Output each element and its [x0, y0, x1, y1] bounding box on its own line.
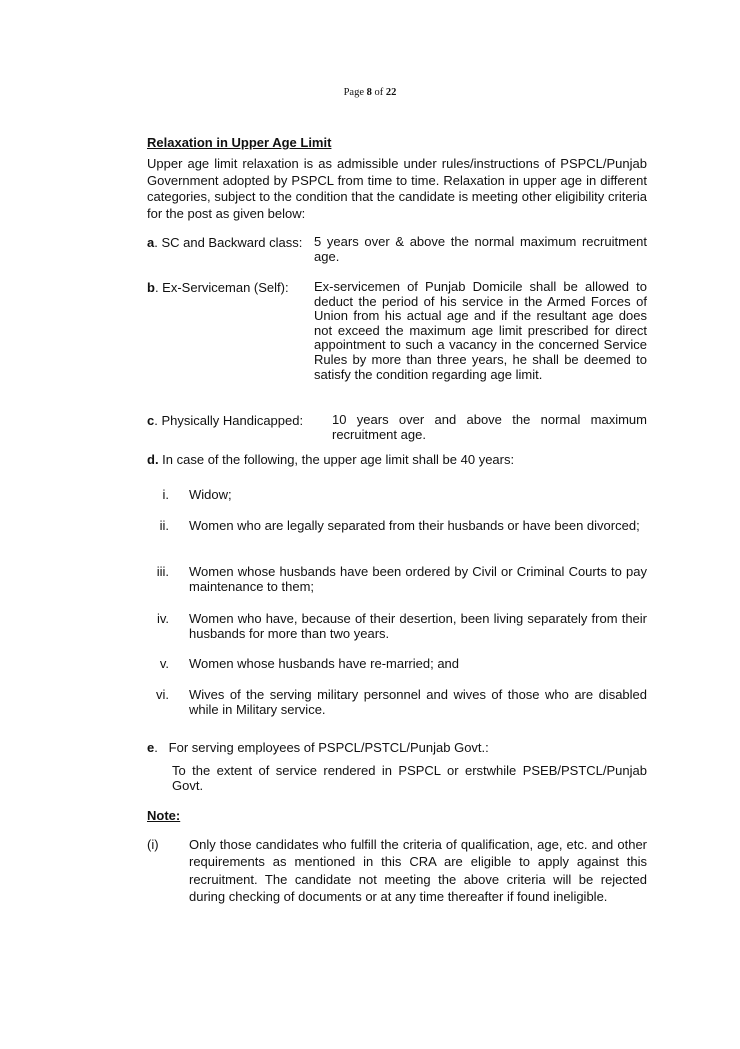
document-page: Page 8 of 22 Relaxation in Upper Age Limit Upper age limit relaxation is as admissible under rules/instructions of PSPCL/Punjab Government adopted by PSPCL from time to time. Relaxation in upper age in different categories, subject to the condition that the candidate is meeting other eligibility criteria for the post as given below: a. SC and Backward class: 5 years over & above the normal maximum recruitment age. b. Ex-Serviceman (Self): Ex-servicemen of Punjab Domicile shall be allowed to deduct the period of his service in the Armed Forces of Union from his actual age and if the resultant age does not exceed the maximum age limit prescribed for direct appointment to such a vacancy in the concerned Service Rules by more than three years, he shall be deemed to satisfy the condition regarding age limit. c. Physically Handicapped: 10 years over and above the normal maximum recruitment age. d. In case of the following, the upper age limit shall be 40 years: i. Widow; ii. Women who are legally separated from their husbands or have been divorced; iii. Women whose husbands have been ordered by Civil or Criminal Courts to pay maintenance to them; iv. Women who have, because of their desertion, been living separately from their husbands for more than two years. v. Women whose husbands have re-married; and vi. Wives of the serving military personnel and wives of those who are disabled while in Military service. e. For serving employees of PSPCL/PSTCL/Punjab Govt.: To the extent of service rendered in PSPCL or erstwhile PSEB/PSTCL/Punjab Govt. Note: (i) Only those candidates who fulfill the criteria of qualification, age, etc. and other requirements as mentioned in this CRA are eligible to apply against this recruitment. The candidate not meeting the above criteria will be rejected during checking of documents or at any time thereafter if found ineligible.: [0, 0, 740, 1049]
item-a: [147, 234, 647, 264]
item-a-label: a. SC and Backward class:: [147, 235, 303, 250]
page-number: Page 8 of 22: [343, 87, 397, 98]
item-d-label: d. In case of the following, the upper age limit shall be 40 years:: [147, 452, 515, 467]
item-e: [147, 740, 647, 755]
item-c-label: c. Physically Handicapped:: [147, 413, 304, 428]
section-heading: Relaxation in Upper Age Limit: [147, 135, 332, 150]
item-b: [147, 279, 647, 382]
note-heading: Note:: [147, 808, 181, 823]
item-d: [147, 452, 647, 467]
item-e-text: To the extent of service rendered in PSPCL or erstwhile PSEB/PSTCL/Punjab Govt.: [172, 763, 647, 793]
item-e-label: e. For serving employees of PSPCL/PSTCL/Punjab Govt.:: [147, 740, 489, 755]
item-b-text: Ex-servicemen of Punjab Domicile shall be allowed to deduct the period of his service in the Armed Forces of Union from his actual age and if the resultant age does not exceed the maximum age limit prescribed for direct appointment to such a vacancy in the concerned Service Rules by more than three years, he shall be deemed to satisfy the condition regarding age limit.: [314, 279, 647, 382]
item-c: [147, 412, 647, 442]
item-b-label: b. Ex-Serviceman (Self):: [147, 280, 289, 295]
item-c-text: 10 years over and above the normal maximum recruitment age.: [332, 412, 647, 442]
intro-paragraph: Upper age limit relaxation is as admissible under rules/instructions of PSPCL/Punjab Government adopted by PSPCL from time to time. Relaxation in upper age in different categories, subject to the condition that the candidate is meeting other eligibility criteria for the post as given below:: [147, 156, 647, 221]
item-a-text: 5 years over & above the normal maximum recruitment age.: [314, 234, 647, 264]
